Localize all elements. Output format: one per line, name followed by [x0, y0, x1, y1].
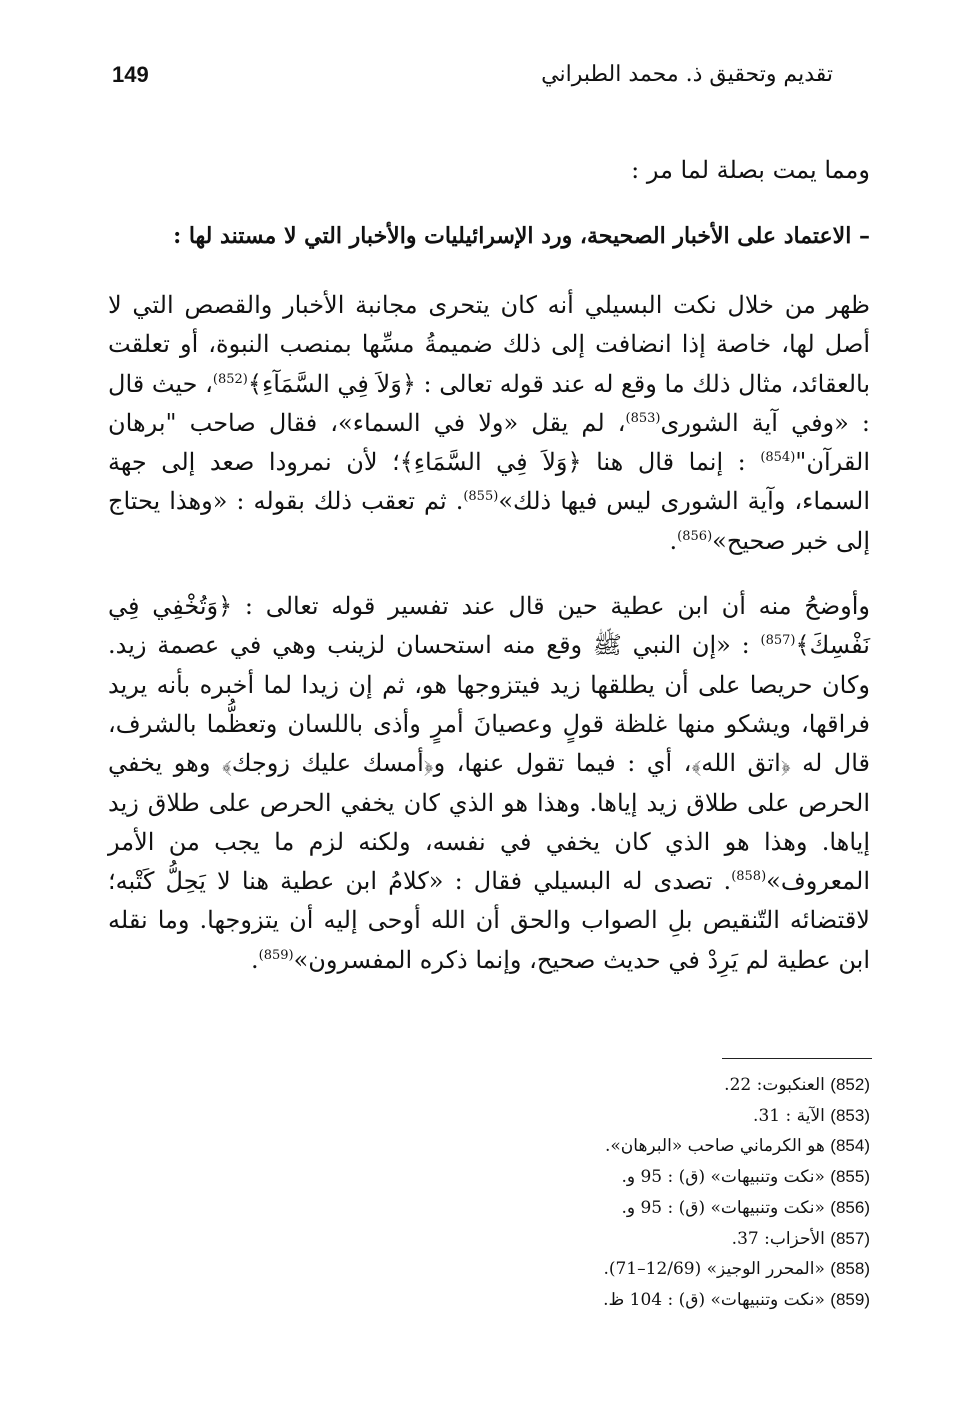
page-number: 149	[112, 62, 149, 87]
section-subheading: – الاعتماد على الأخبار الصحيحة، ورد الإسرائيليات والأخبار التي لا مستند لها :	[173, 223, 870, 249]
footnote-text: «نكت وتنبيهات» (ق) : 95 و.	[621, 1197, 831, 1218]
text-run: . ثم تعقب ذلك بقوله : «وهذا يحتاج إلى خبر صحيح»	[108, 487, 870, 555]
footnote-text: «نكت وتنبيهات» (ق) : 95 و.	[621, 1167, 831, 1188]
footnote-856	[560, 1193, 870, 1224]
footnote-ref-854: (854)	[760, 450, 796, 466]
intro-line: ومما يمت بصلة لما مر :	[631, 156, 870, 184]
footnote-ref-856: (856)	[677, 528, 713, 544]
footnote-text: هو الكرماني صاحب «البرهان».	[604, 1136, 831, 1157]
footnote-number: (854)	[830, 1136, 870, 1156]
footnote-855	[560, 1162, 870, 1193]
footnote-text: «المحرر الوجيز» (12/69–71).	[603, 1259, 831, 1280]
text-run: ظهر من خلال نكت البسيلي أنه كان يتحرى مجانبة الأخبار والقصص التي لا أصل لها، خاصة إذا انضافت إلى ذلك ضميمةُ مسِّها بمنصب النبوة، أو تعلقت بالعقائد، مثال ذلك ما وقع له عند قوله تعالى : ﴿وَلاَ فِي السَّمَآءِ﴾	[108, 291, 871, 398]
paragraph-2	[108, 587, 870, 980]
text-run: . تصدى له البسيلي فقال : «كلامُ ابن عطية هنا لا يَحِلُّ كَتْبه؛ لاقتضائه التّنقيص بلِ الصواب والحق أن الله أوحى إليه أن يتزوجها. وما نقله ابن عطية لم يَرِدْ في حديث صحيح، وإنما ذكره المفسرون»	[108, 867, 870, 974]
footnote-number: (857)	[830, 1228, 870, 1248]
footnote-number: (853)	[830, 1105, 870, 1125]
footnote-text: الأحزاب: 37.	[731, 1228, 831, 1249]
footnote-ref-858: (858)	[731, 869, 767, 885]
footnote-ref-855: (855)	[463, 489, 499, 505]
footnote-separator	[722, 1058, 872, 1059]
footnote-858	[560, 1254, 870, 1285]
footnote-number: (855)	[830, 1167, 870, 1187]
footnote-number: (856)	[830, 1197, 870, 1217]
footnotes	[560, 1070, 870, 1316]
text-run: ، حيث قال : «وفي آية الشورى	[108, 369, 870, 437]
text-run: وأوضحُ منه أن ابن عطية حين قال عند تفسير قوله تعالى : ﴿وَتُخْفِي فِي نَفْسِكَ﴾	[108, 592, 870, 660]
footnote-number: (858)	[830, 1259, 870, 1279]
footnote-number: (859)	[830, 1289, 870, 1309]
footnote-number: (852)	[830, 1075, 870, 1094]
footnote-852	[560, 1070, 870, 1101]
footnote-854	[560, 1131, 870, 1162]
text-run: : إنما قال هنا ﴿وَلاَ فِي السَّمَاءِ﴾؛ لأن نمرودا صعد إلى جهة السماء، وآية الشورى ليس فيها ذلك»	[108, 448, 871, 516]
footnote-857	[560, 1224, 870, 1255]
footnote-ref-853: (853)	[625, 410, 661, 426]
text-run: ، لم يقل «ولا في السماء»، فقال صاحب "برهان القرآن"	[108, 408, 870, 477]
text-run: .	[669, 526, 678, 555]
text-run: .	[250, 945, 259, 974]
footnote-ref-859: (859)	[258, 947, 294, 963]
footnote-text: الآية : 31.	[753, 1105, 831, 1126]
footnote-ref-857: (857)	[760, 633, 796, 649]
paragraph-1	[108, 286, 870, 561]
main-text	[108, 150, 870, 1006]
footnote-ref-852: (852)	[212, 371, 248, 387]
running-title: تقديم وتحقيق ذ. محمد الطبراني	[541, 62, 833, 87]
footnote-853	[560, 1101, 870, 1132]
footnote-859	[560, 1285, 870, 1316]
footnote-text: العنكبوت: 22.	[724, 1075, 831, 1095]
page-header	[112, 62, 833, 102]
text-run: : «إن النبي ﷺ وقع منه استحسان لزينب وهي في عصمة زيد. وكان حريصا على أن يطلقها زيد فيتزوجها هو، ثم إن زيدا لما أخبره بأنه يريد فراقها، ويشكو منها غلظة قولٍ وعصيانَ أمرٍ وأذى باللسان وتعظُّما بالشرف، قال له ﴿اتق الله﴾، أي : فيما تقول عنها، و﴿أمسك عليك زوجك﴾ وهو يخفي الحرص على طلاق زيد إياها. وهذا هو الذي كان يخفي الحرص على طلاق زيد إياها. وهذا هو الذي كان يخفي في نفسه، ولكنه لزم ما يجب من الأمر المعروف»	[108, 631, 870, 896]
footnote-text: «نكت وتنبيهات» (ق) : 104 ظ.	[603, 1289, 831, 1310]
